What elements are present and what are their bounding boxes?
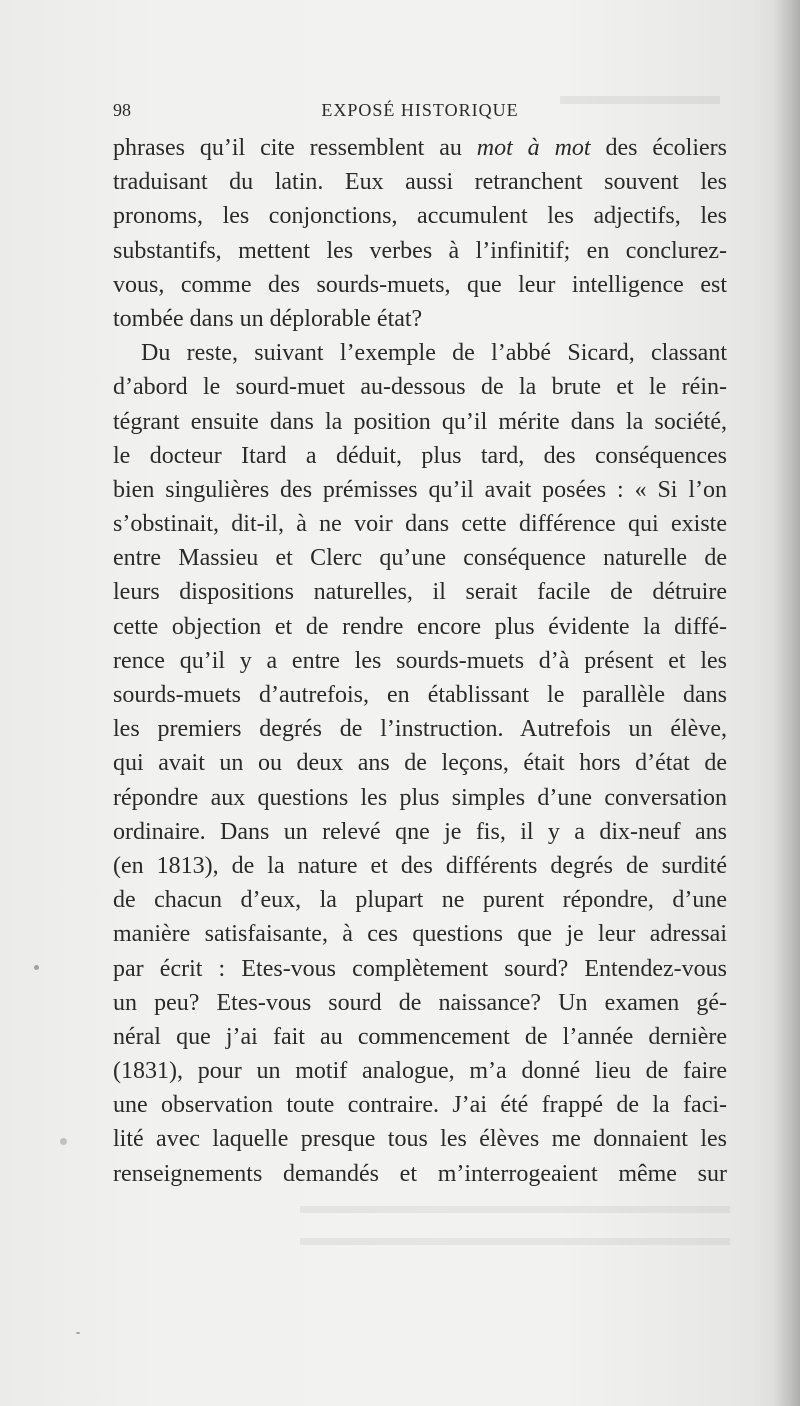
text-line-segment: ordinaire. Dans un relevé qne je fis, il y a dix-neuf ans [113,818,727,845]
text-line-segment: s’obstinait, dit-il, à ne voir dans cette différence qui existe [113,511,727,538]
text-line [113,507,727,541]
page-number: 98 [113,100,131,120]
text-line [113,781,727,815]
text-line-segment: répondre aux questions les plus simples d’une conversation [113,784,727,811]
text-line [113,234,727,268]
text-line [113,849,727,883]
text-line-segment: (1831), pour un motif analogue, m’a donné lieu de faire [113,1058,727,1085]
text-line [113,302,727,336]
text-line [113,268,727,302]
text-line [113,678,727,712]
text-line-segment: traduisant du latin. Eux aussi retranchent souvent les [113,169,727,196]
show-through-marks-bottom [300,1200,740,1260]
text-line [113,473,727,507]
text-line [113,1020,727,1054]
text-line [113,370,727,404]
text-line-segment: bien singulières des prémisses qu’il avait posées : « Si l’on [113,476,727,503]
text-line-segment: leurs dispositions naturelles, il serait facile de détruire [113,579,727,606]
paper-speck [60,1138,67,1145]
running-head [113,100,727,126]
text-line [113,439,727,473]
text-line-segment: qui avait un ou deux ans de leçons, était hors d’état de [113,750,727,777]
paper-speck [76,1332,80,1334]
text-line [113,610,727,644]
text-line-segment: des écoliers [590,135,727,161]
text-line-segment: vous, comme des sourds-muets, que leur intelligence est [113,271,727,298]
text-line-segment: (en 1813), de la nature et des différents degrés de surdité [113,852,727,879]
text-line [113,746,727,780]
text-line-segment: pronoms, les conjonctions, accumulent les adjectifs, les [113,203,727,230]
text-line-segment: d’abord le sourd-muet au-dessous de la brute et le réin- [113,374,727,401]
body-text [113,131,727,1191]
text-line-segment: un peu? Etes-vous sourd de naissance? Un examen gé- [113,989,727,1016]
text-line-segment: substantifs, mettent les verbes à l’infinitif; en conclurez- [113,237,727,264]
text-line [113,1157,727,1191]
text-line [113,815,727,849]
text-line-segment: rence qu’il y a entre les sourds-muets d’à présent et les [113,647,727,674]
page-edge-shadow [774,0,800,1406]
text-line [113,131,727,165]
text-line [113,1054,727,1088]
text-line-segment: les premiers degrés de l’instruction. Autrefois un élève, [113,716,727,743]
text-line [113,199,727,233]
text-line [113,1088,727,1122]
show-through-ghost-bottom [300,1200,740,1260]
text-line-segment: tombée dans un déplorable état? [113,305,423,332]
text-line [113,405,727,439]
text-line [113,541,727,575]
text-line [113,165,727,199]
text-line [113,986,727,1020]
running-head-title: EXPOSÉ HISTORIQUE [321,100,519,120]
text-line [113,1122,727,1156]
paper-speck [34,965,39,970]
text-line-segment: sourds-muets d’autrefois, en établissant le parallèle dans [113,682,727,708]
text-line-segment: par écrit : Etes-vous complètement sourd? Entendez-vous [113,955,727,982]
text-line [113,644,727,678]
text-line-segment: manière satisfaisante, à ces questions que je leur adressai [113,921,727,948]
italic-phrase: mot à mot [476,135,591,161]
text-line [113,952,727,986]
text-line [113,917,727,951]
text-line-segment: néral que j’ai fait au commencement de l’année dernière [113,1023,727,1050]
text-line-segment: entre Massieu et Clerc qu’une conséquence naturelle de [113,545,727,572]
text-line-segment: le docteur Itard a déduit, plus tard, des conséquences [113,442,727,469]
text-line-segment: tégrant ensuite dans la position qu’il mérite dans la société, [113,408,727,435]
text-line [113,712,727,746]
text-line [113,883,727,917]
text-line-segment: renseignements demandés et m’interrogeaient même sur [113,1160,727,1187]
text-line [113,336,727,370]
text-line-segment: de chacun d’eux, la plupart ne purent répondre, d’une [113,887,727,914]
text-line [113,575,727,609]
text-line-segment: phrases qu’il cite ressemblent au [113,135,477,161]
text-line-segment: cette objection et de rendre encore plus évidente la diffé- [113,613,727,640]
text-line-segment: une observation toute contraire. J’ai été frappé de la faci- [113,1092,727,1119]
text-line-segment: Du reste, suivant l’exemple de l’abbé Sicard, classant [141,340,727,367]
text-line-segment: lité avec laquelle presque tous les élèves me donnaient les [113,1126,727,1153]
